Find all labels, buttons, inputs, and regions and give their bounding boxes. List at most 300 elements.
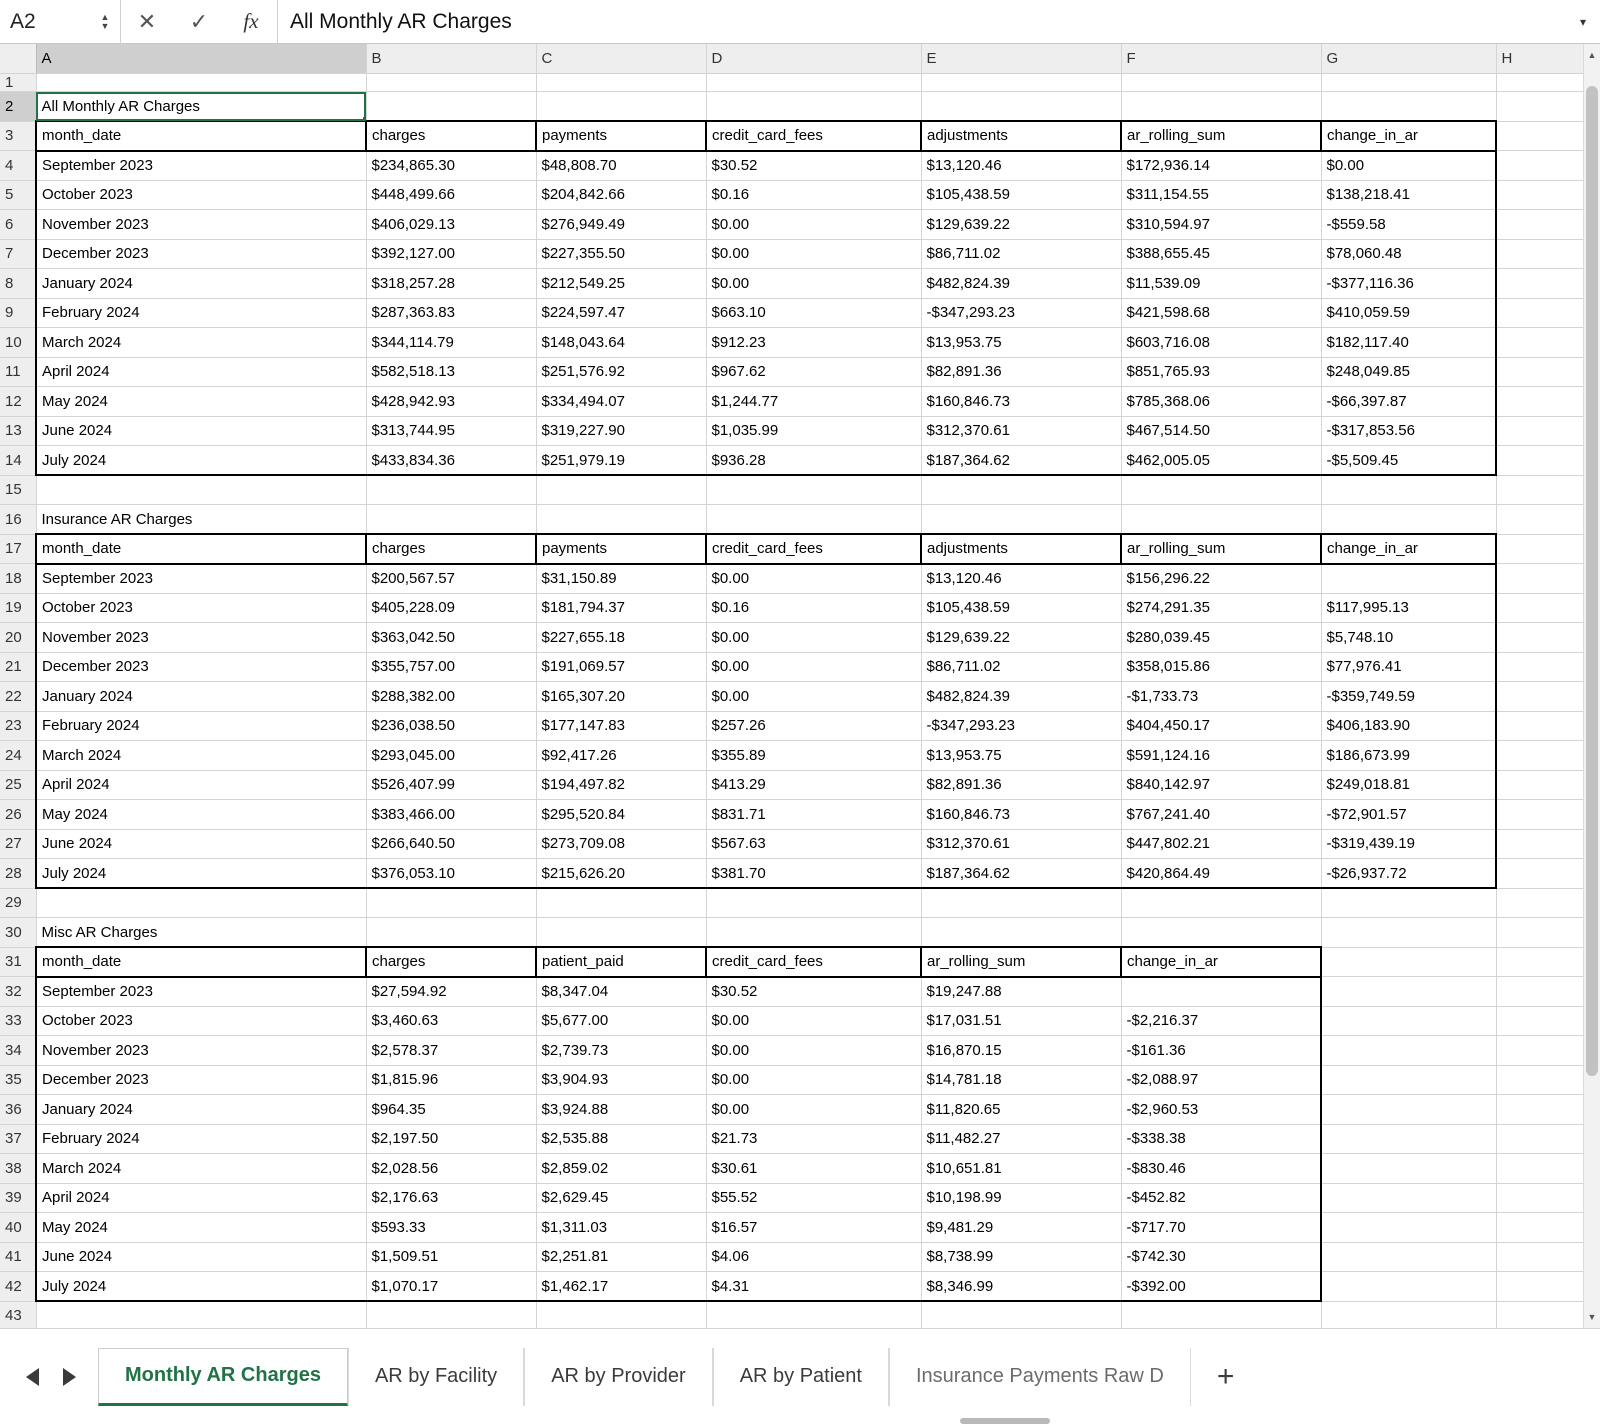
table-cell[interactable]: $383,466.00 [366, 800, 536, 830]
grid-cell[interactable] [1496, 416, 1584, 446]
table-cell[interactable]: $421,598.68 [1121, 298, 1321, 328]
grid-cell[interactable] [1321, 1301, 1496, 1328]
grid-cell[interactable] [536, 1301, 706, 1328]
table-cell[interactable]: $31,150.89 [536, 564, 706, 594]
table-cell[interactable]: December 2023 [36, 652, 366, 682]
row-header-7[interactable]: 7 [0, 239, 36, 269]
next-sheet-icon[interactable] [63, 1368, 76, 1386]
sheet-tab-scrollbar[interactable] [960, 1418, 1050, 1424]
row-header-15[interactable]: 15 [0, 475, 36, 505]
table-column-header[interactable]: patient_paid [536, 947, 706, 977]
grid-cell[interactable] [1496, 121, 1584, 151]
row-header-24[interactable]: 24 [0, 741, 36, 771]
table-cell[interactable]: $433,834.36 [366, 446, 536, 476]
row-header-2[interactable]: 2 [0, 92, 36, 122]
table-cell[interactable]: September 2023 [36, 151, 366, 181]
table-cell[interactable]: $2,739.73 [536, 1036, 706, 1066]
table-cell[interactable]: October 2023 [36, 593, 366, 623]
table-cell[interactable]: $13,953.75 [921, 741, 1121, 771]
table-cell[interactable]: $273,709.08 [536, 829, 706, 859]
table-cell[interactable]: $8,346.99 [921, 1272, 1121, 1302]
grid-cell[interactable] [1321, 1154, 1496, 1184]
table-cell[interactable]: $603,716.08 [1121, 328, 1321, 358]
block-title-cell[interactable]: Misc AR Charges [36, 918, 366, 948]
grid-cell[interactable] [1496, 1213, 1584, 1243]
grid-cell[interactable] [1321, 918, 1496, 948]
column-header-D[interactable]: D [706, 44, 921, 74]
table-cell[interactable]: $3,924.88 [536, 1095, 706, 1125]
grid-cell[interactable] [1496, 682, 1584, 712]
table-cell[interactable]: -$319,439.19 [1321, 829, 1496, 859]
table-cell[interactable]: $0.00 [706, 1065, 921, 1095]
table-cell[interactable]: $16.57 [706, 1213, 921, 1243]
table-cell[interactable]: $13,120.46 [921, 151, 1121, 181]
table-cell[interactable]: $105,438.59 [921, 180, 1121, 210]
table-cell[interactable]: $447,802.21 [1121, 829, 1321, 859]
table-column-header[interactable]: credit_card_fees [706, 534, 921, 564]
table-cell[interactable]: $17,031.51 [921, 1006, 1121, 1036]
table-cell[interactable]: $30.61 [706, 1154, 921, 1184]
grid-cell[interactable] [1496, 328, 1584, 358]
grid-cell[interactable] [1496, 859, 1584, 889]
table-cell[interactable]: $13,120.46 [921, 564, 1121, 594]
row-header-23[interactable]: 23 [0, 711, 36, 741]
row-header-3[interactable]: 3 [0, 121, 36, 151]
table-cell[interactable]: -$338.38 [1121, 1124, 1321, 1154]
table-cell[interactable]: $82,891.36 [921, 770, 1121, 800]
table-cell[interactable]: January 2024 [36, 1095, 366, 1125]
table-cell[interactable]: $21.73 [706, 1124, 921, 1154]
table-cell[interactable]: $16,870.15 [921, 1036, 1121, 1066]
table-cell[interactable]: $55.52 [706, 1183, 921, 1213]
table-cell[interactable]: $160,846.73 [921, 800, 1121, 830]
table-cell[interactable]: $0.00 [706, 1036, 921, 1066]
table-cell[interactable]: $767,241.40 [1121, 800, 1321, 830]
table-cell[interactable]: October 2023 [36, 180, 366, 210]
table-cell[interactable]: -$717.70 [1121, 1213, 1321, 1243]
row-header-40[interactable]: 40 [0, 1213, 36, 1243]
table-cell[interactable]: $5,677.00 [536, 1006, 706, 1036]
sheet-tab-monthly-ar-charges[interactable] [98, 1348, 348, 1406]
grid-cell[interactable] [1496, 623, 1584, 653]
previous-sheet-icon[interactable] [26, 1368, 39, 1386]
grid-cell[interactable] [1496, 1272, 1584, 1302]
table-cell[interactable]: $591,124.16 [1121, 741, 1321, 771]
table-cell[interactable]: $194,497.82 [536, 770, 706, 800]
table-cell[interactable]: $3,904.93 [536, 1065, 706, 1095]
table-cell[interactable]: -$742.30 [1121, 1242, 1321, 1272]
grid-cell[interactable] [921, 475, 1121, 505]
table-cell[interactable]: $105,438.59 [921, 593, 1121, 623]
table-cell[interactable]: $204,842.66 [536, 180, 706, 210]
table-cell[interactable]: $851,765.93 [1121, 357, 1321, 387]
table-cell[interactable]: $0.00 [706, 269, 921, 299]
vertical-scrollbar[interactable] [1583, 44, 1600, 1328]
table-cell[interactable]: $295,520.84 [536, 800, 706, 830]
row-header-41[interactable]: 41 [0, 1242, 36, 1272]
grid-cell[interactable] [1496, 92, 1584, 122]
grid-cell[interactable] [1496, 1006, 1584, 1036]
row-header-43[interactable]: 43 [0, 1301, 36, 1328]
table-cell[interactable]: $1,462.17 [536, 1272, 706, 1302]
table-column-header[interactable]: month_date [36, 534, 366, 564]
table-cell[interactable]: July 2024 [36, 446, 366, 476]
sheet-tab-ar-by-patient[interactable] [713, 1348, 889, 1406]
table-cell[interactable]: $129,639.22 [921, 623, 1121, 653]
row-header-1[interactable]: 1 [0, 74, 36, 92]
table-cell[interactable]: $288,382.00 [366, 682, 536, 712]
table-cell[interactable]: $319,227.90 [536, 416, 706, 446]
row-header-20[interactable]: 20 [0, 623, 36, 653]
row-header-36[interactable]: 36 [0, 1095, 36, 1125]
table-cell[interactable]: $0.00 [706, 682, 921, 712]
table-cell[interactable]: May 2024 [36, 387, 366, 417]
table-column-header[interactable]: charges [366, 121, 536, 151]
table-cell[interactable]: $280,039.45 [1121, 623, 1321, 653]
table-cell[interactable]: $249,018.81 [1321, 770, 1496, 800]
table-cell[interactable]: $251,979.19 [536, 446, 706, 476]
row-header-26[interactable]: 26 [0, 800, 36, 830]
table-cell[interactable]: $4.31 [706, 1272, 921, 1302]
grid-cell[interactable] [1496, 1301, 1584, 1328]
table-cell[interactable]: $413.29 [706, 770, 921, 800]
table-cell[interactable]: $8,738.99 [921, 1242, 1121, 1272]
table-cell[interactable]: $215,626.20 [536, 859, 706, 889]
table-cell[interactable]: $1,035.99 [706, 416, 921, 446]
grid-cell[interactable] [366, 505, 536, 535]
table-column-header[interactable]: ar_rolling_sum [1121, 121, 1321, 151]
column-header-E[interactable]: E [921, 44, 1121, 74]
grid-cell[interactable] [536, 888, 706, 918]
table-cell[interactable]: $129,639.22 [921, 210, 1121, 240]
grid-cell[interactable] [1321, 74, 1496, 92]
grid-cell[interactable] [1321, 1242, 1496, 1272]
grid-cell[interactable] [1121, 92, 1321, 122]
table-column-header[interactable]: adjustments [921, 121, 1121, 151]
row-header-5[interactable]: 5 [0, 180, 36, 210]
table-cell[interactable] [1321, 564, 1496, 594]
row-header-29[interactable]: 29 [0, 888, 36, 918]
grid-cell[interactable] [1496, 1154, 1584, 1184]
table-cell[interactable]: $582,518.13 [366, 357, 536, 387]
grid-cell[interactable] [366, 74, 536, 92]
table-cell[interactable]: $2,859.02 [536, 1154, 706, 1184]
table-cell[interactable]: November 2023 [36, 1036, 366, 1066]
table-cell[interactable]: $312,370.61 [921, 416, 1121, 446]
grid-cell[interactable] [706, 918, 921, 948]
grid-cell[interactable] [1321, 888, 1496, 918]
grid-cell[interactable] [1496, 800, 1584, 830]
grid-cell[interactable] [1321, 1124, 1496, 1154]
row-header-17[interactable]: 17 [0, 534, 36, 564]
table-cell[interactable] [1121, 977, 1321, 1007]
grid-cell[interactable] [1321, 1095, 1496, 1125]
table-cell[interactable]: $964.35 [366, 1095, 536, 1125]
table-cell[interactable]: $224,597.47 [536, 298, 706, 328]
table-cell[interactable]: -$392.00 [1121, 1272, 1321, 1302]
table-cell[interactable]: $156,296.22 [1121, 564, 1321, 594]
table-cell[interactable]: $2,251.81 [536, 1242, 706, 1272]
row-header-14[interactable]: 14 [0, 446, 36, 476]
table-cell[interactable]: November 2023 [36, 210, 366, 240]
table-cell[interactable]: May 2024 [36, 1213, 366, 1243]
table-cell[interactable]: $248,049.85 [1321, 357, 1496, 387]
grid-cell[interactable] [921, 92, 1121, 122]
table-cell[interactable]: $2,578.37 [366, 1036, 536, 1066]
table-cell[interactable]: $406,183.90 [1321, 711, 1496, 741]
table-cell[interactable]: $405,228.09 [366, 593, 536, 623]
confirm-edit-button[interactable] [173, 9, 225, 35]
table-cell[interactable]: February 2024 [36, 298, 366, 328]
table-cell[interactable]: September 2023 [36, 564, 366, 594]
column-header-C[interactable]: C [536, 44, 706, 74]
table-cell[interactable]: -$2,960.53 [1121, 1095, 1321, 1125]
table-column-header[interactable]: payments [536, 121, 706, 151]
table-cell[interactable]: -$377,116.36 [1321, 269, 1496, 299]
grid-cell[interactable] [1496, 1242, 1584, 1272]
grid-cell[interactable] [1496, 977, 1584, 1007]
scrollbar-thumb[interactable] [1586, 86, 1598, 1076]
grid-cell[interactable] [1121, 888, 1321, 918]
table-cell[interactable]: $388,655.45 [1121, 239, 1321, 269]
column-header-A[interactable]: A [36, 44, 366, 74]
row-header-30[interactable]: 30 [0, 918, 36, 948]
table-cell[interactable]: $212,549.25 [536, 269, 706, 299]
grid-cell[interactable] [706, 505, 921, 535]
table-cell[interactable]: -$559.58 [1321, 210, 1496, 240]
grid-cell[interactable] [1496, 151, 1584, 181]
grid-cell[interactable] [921, 505, 1121, 535]
table-cell[interactable]: February 2024 [36, 711, 366, 741]
table-cell[interactable]: $13,953.75 [921, 328, 1121, 358]
table-cell[interactable]: $160,846.73 [921, 387, 1121, 417]
grid-cell[interactable] [1496, 770, 1584, 800]
table-cell[interactable]: March 2024 [36, 1154, 366, 1184]
table-cell[interactable]: $19,247.88 [921, 977, 1121, 1007]
table-cell[interactable]: June 2024 [36, 829, 366, 859]
table-cell[interactable]: $187,364.62 [921, 446, 1121, 476]
table-cell[interactable]: $266,640.50 [366, 829, 536, 859]
table-column-header[interactable]: charges [366, 947, 536, 977]
table-cell[interactable]: $0.00 [706, 1006, 921, 1036]
grid-cell[interactable] [36, 1301, 366, 1328]
table-cell[interactable]: -$830.46 [1121, 1154, 1321, 1184]
grid-cell[interactable] [1496, 1095, 1584, 1125]
table-cell[interactable]: $30.52 [706, 151, 921, 181]
grid-cell[interactable] [366, 888, 536, 918]
table-cell[interactable]: $363,042.50 [366, 623, 536, 653]
grid-cell[interactable] [1496, 239, 1584, 269]
table-column-header[interactable]: change_in_ar [1121, 947, 1321, 977]
table-cell[interactable]: $2,535.88 [536, 1124, 706, 1154]
grid-cell[interactable] [921, 1301, 1121, 1328]
table-cell[interactable]: $86,711.02 [921, 239, 1121, 269]
table-cell[interactable]: $257.26 [706, 711, 921, 741]
table-cell[interactable]: $831.71 [706, 800, 921, 830]
grid-cell[interactable] [1496, 505, 1584, 535]
add-sheet-button[interactable] [1191, 1359, 1261, 1393]
table-cell[interactable]: $392,127.00 [366, 239, 536, 269]
table-cell[interactable]: $0.16 [706, 180, 921, 210]
table-cell[interactable]: October 2023 [36, 1006, 366, 1036]
table-cell[interactable]: $381.70 [706, 859, 921, 889]
table-cell[interactable]: $482,824.39 [921, 682, 1121, 712]
table-cell[interactable]: $82,891.36 [921, 357, 1121, 387]
grid-cell[interactable] [1321, 1213, 1496, 1243]
table-cell[interactable]: $11,820.65 [921, 1095, 1121, 1125]
table-column-header[interactable]: change_in_ar [1321, 534, 1496, 564]
grid-cell[interactable] [1496, 918, 1584, 948]
table-cell[interactable]: $311,154.55 [1121, 180, 1321, 210]
grid-cell[interactable] [536, 74, 706, 92]
grid-cell[interactable] [1321, 475, 1496, 505]
grid-cell[interactable] [1121, 475, 1321, 505]
grid-cell[interactable] [1496, 298, 1584, 328]
row-header-19[interactable]: 19 [0, 593, 36, 623]
table-cell[interactable]: $181,794.37 [536, 593, 706, 623]
table-cell[interactable]: -$66,397.87 [1321, 387, 1496, 417]
table-cell[interactable]: $2,028.56 [366, 1154, 536, 1184]
grid-cell[interactable] [1496, 947, 1584, 977]
table-cell[interactable]: $191,069.57 [536, 652, 706, 682]
table-cell[interactable]: $526,407.99 [366, 770, 536, 800]
table-cell[interactable]: $0.00 [706, 623, 921, 653]
grid-cell[interactable] [1496, 741, 1584, 771]
table-cell[interactable]: -$26,937.72 [1321, 859, 1496, 889]
table-cell[interactable]: $358,015.86 [1121, 652, 1321, 682]
table-column-header[interactable]: charges [366, 534, 536, 564]
table-column-header[interactable]: payments [536, 534, 706, 564]
sheet-nav-buttons[interactable] [0, 1368, 98, 1386]
table-cell[interactable]: $10,198.99 [921, 1183, 1121, 1213]
grid-cell[interactable] [1496, 564, 1584, 594]
grid-cell[interactable] [366, 1301, 536, 1328]
block-title-cell[interactable]: Insurance AR Charges [36, 505, 366, 535]
table-cell[interactable]: June 2024 [36, 416, 366, 446]
expand-formula-bar-button[interactable] [1566, 15, 1600, 29]
block-title-cell[interactable]: All Monthly AR Charges [36, 92, 366, 122]
table-cell[interactable]: December 2023 [36, 1065, 366, 1095]
table-cell[interactable]: $14,781.18 [921, 1065, 1121, 1095]
name-box-stepper[interactable] [94, 6, 116, 38]
table-cell[interactable]: $77,976.41 [1321, 652, 1496, 682]
table-cell[interactable]: $165,307.20 [536, 682, 706, 712]
grid-cell[interactable] [1496, 180, 1584, 210]
row-header-11[interactable]: 11 [0, 357, 36, 387]
grid-cell[interactable] [536, 918, 706, 948]
table-cell[interactable]: $177,147.83 [536, 711, 706, 741]
table-cell[interactable]: $0.00 [706, 210, 921, 240]
table-cell[interactable]: September 2023 [36, 977, 366, 1007]
table-cell[interactable]: $9,481.29 [921, 1213, 1121, 1243]
grid-cell[interactable] [536, 92, 706, 122]
table-cell[interactable]: -$2,088.97 [1121, 1065, 1321, 1095]
table-cell[interactable]: $1,509.51 [366, 1242, 536, 1272]
grid-cell[interactable] [1121, 74, 1321, 92]
table-cell[interactable]: $912.23 [706, 328, 921, 358]
grid-cell[interactable] [1121, 505, 1321, 535]
grid-cell[interactable] [1321, 1272, 1496, 1302]
row-header-8[interactable]: 8 [0, 269, 36, 299]
table-cell[interactable]: -$347,293.23 [921, 298, 1121, 328]
table-cell[interactable]: $593.33 [366, 1213, 536, 1243]
scroll-up-icon[interactable]: ▲ [1587, 50, 1597, 60]
table-cell[interactable]: January 2024 [36, 682, 366, 712]
grid-cell[interactable] [1321, 977, 1496, 1007]
row-header-22[interactable]: 22 [0, 682, 36, 712]
row-header-28[interactable]: 28 [0, 859, 36, 889]
table-column-header[interactable]: ar_rolling_sum [921, 947, 1121, 977]
table-cell[interactable]: $11,482.27 [921, 1124, 1121, 1154]
table-cell[interactable]: $1,244.77 [706, 387, 921, 417]
table-cell[interactable]: $2,197.50 [366, 1124, 536, 1154]
table-cell[interactable]: -$2,216.37 [1121, 1006, 1321, 1036]
row-header-10[interactable]: 10 [0, 328, 36, 358]
column-header-B[interactable]: B [366, 44, 536, 74]
table-cell[interactable]: $92,417.26 [536, 741, 706, 771]
table-cell[interactable]: $404,450.17 [1121, 711, 1321, 741]
row-header-9[interactable]: 9 [0, 298, 36, 328]
row-header-18[interactable]: 18 [0, 564, 36, 594]
grid-cell[interactable] [1496, 1183, 1584, 1213]
table-cell[interactable]: November 2023 [36, 623, 366, 653]
table-cell[interactable]: $344,114.79 [366, 328, 536, 358]
row-header-13[interactable]: 13 [0, 416, 36, 446]
grid-cell[interactable] [1496, 1065, 1584, 1095]
table-cell[interactable]: $276,949.49 [536, 210, 706, 240]
grid-cell[interactable] [1496, 593, 1584, 623]
grid-cell[interactable] [1496, 652, 1584, 682]
table-cell[interactable]: $287,363.83 [366, 298, 536, 328]
grid-cell[interactable] [706, 888, 921, 918]
table-cell[interactable]: $785,368.06 [1121, 387, 1321, 417]
table-cell[interactable]: April 2024 [36, 357, 366, 387]
grid-cell[interactable] [1321, 1065, 1496, 1095]
table-cell[interactable]: $663.10 [706, 298, 921, 328]
grid-cell[interactable] [921, 74, 1121, 92]
table-cell[interactable]: $5,748.10 [1321, 623, 1496, 653]
table-cell[interactable]: $11,539.09 [1121, 269, 1321, 299]
table-cell[interactable]: $200,567.57 [366, 564, 536, 594]
grid-cell[interactable] [1496, 1124, 1584, 1154]
table-cell[interactable]: $138,218.41 [1321, 180, 1496, 210]
table-cell[interactable]: -$72,901.57 [1321, 800, 1496, 830]
grid-cell[interactable] [1321, 505, 1496, 535]
row-header-16[interactable]: 16 [0, 505, 36, 535]
grid-cell[interactable] [1321, 1036, 1496, 1066]
sheet-tab-ar-by-facility[interactable] [348, 1348, 524, 1406]
table-cell[interactable]: $117,995.13 [1321, 593, 1496, 623]
table-cell[interactable]: $10,651.81 [921, 1154, 1121, 1184]
table-cell[interactable]: $1,070.17 [366, 1272, 536, 1302]
column-header-F[interactable]: F [1121, 44, 1321, 74]
row-header-6[interactable]: 6 [0, 210, 36, 240]
grid-cell[interactable] [1496, 829, 1584, 859]
grid-cell[interactable] [1121, 1301, 1321, 1328]
table-cell[interactable]: $227,355.50 [536, 239, 706, 269]
grid-cell[interactable] [1321, 1006, 1496, 1036]
table-cell[interactable]: -$347,293.23 [921, 711, 1121, 741]
table-cell[interactable]: $1,311.03 [536, 1213, 706, 1243]
table-column-header[interactable]: month_date [36, 121, 366, 151]
table-cell[interactable]: $186,673.99 [1321, 741, 1496, 771]
table-cell[interactable]: -$317,853.56 [1321, 416, 1496, 446]
table-cell[interactable]: $234,865.30 [366, 151, 536, 181]
grid-cell[interactable] [706, 74, 921, 92]
table-cell[interactable]: $236,038.50 [366, 711, 536, 741]
grid-cell[interactable] [366, 918, 536, 948]
grid-cell[interactable] [1321, 1183, 1496, 1213]
